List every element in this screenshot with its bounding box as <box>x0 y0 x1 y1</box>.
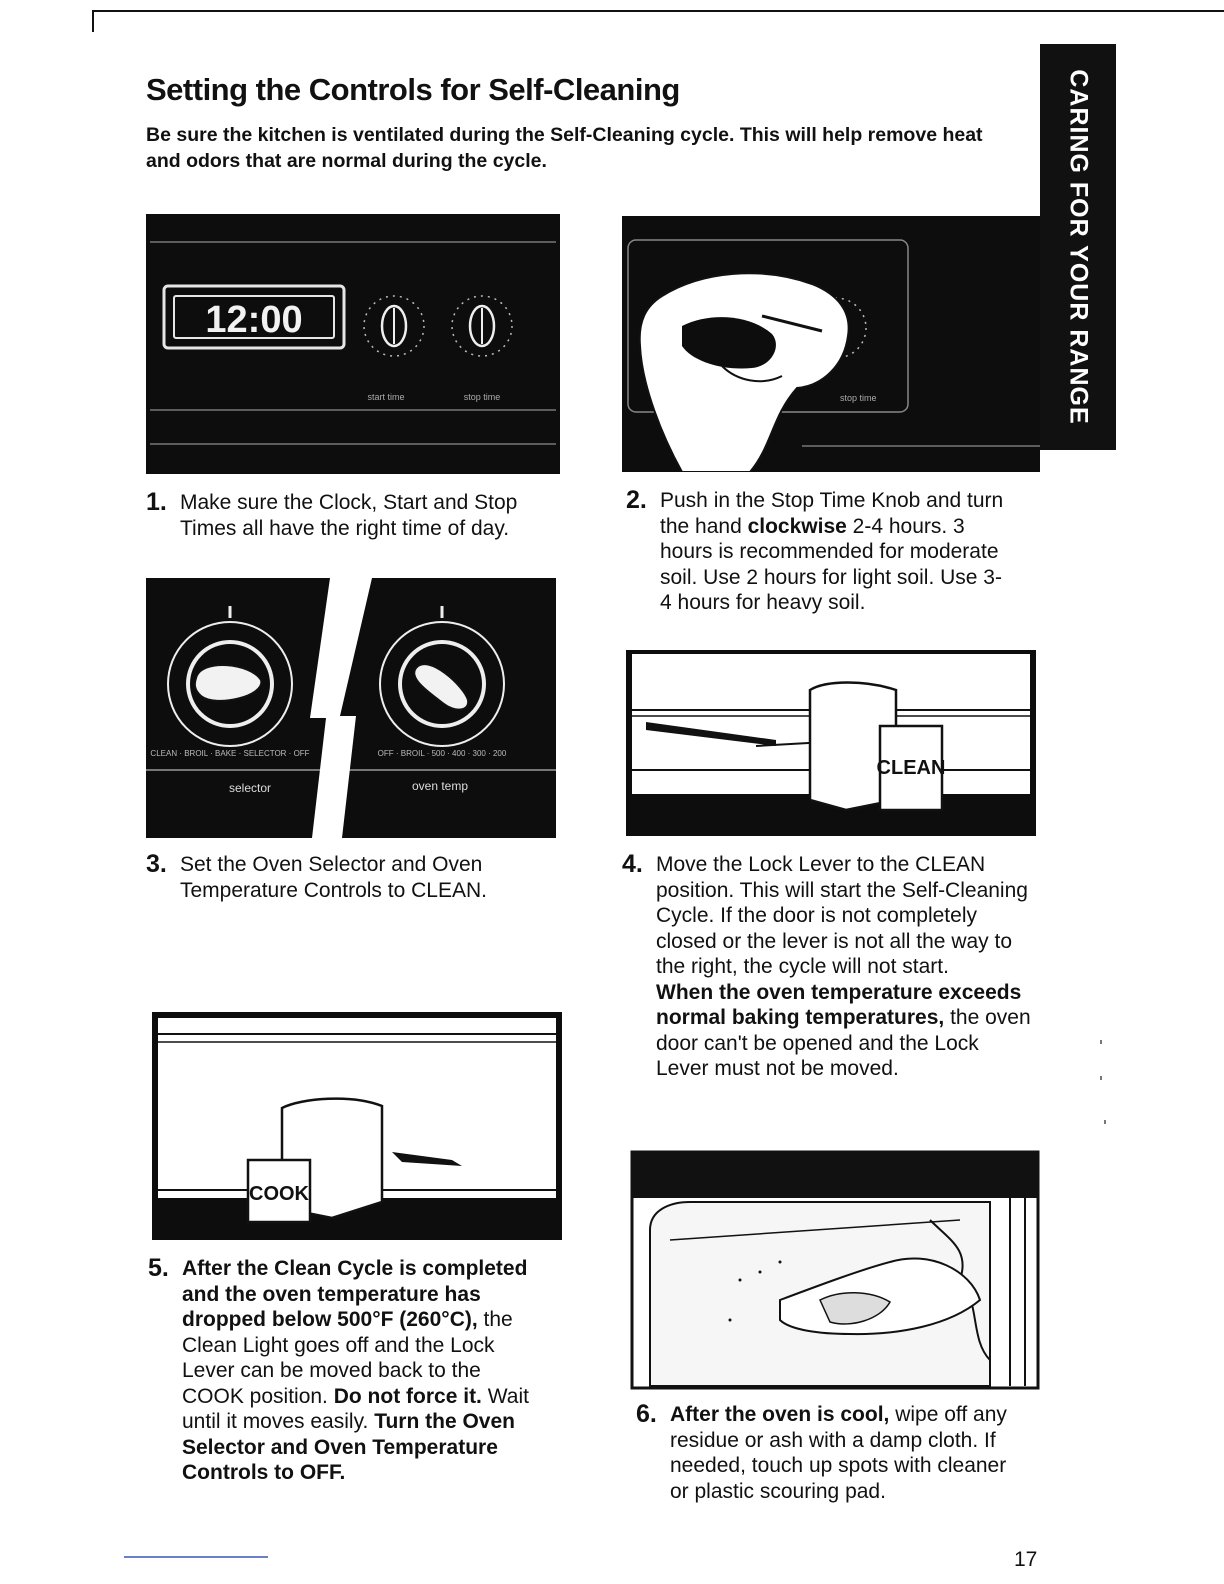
step-3 <box>146 852 546 903</box>
bottom-rule <box>124 1556 268 1558</box>
page-title: Setting the Controls for Self-Cleaning <box>146 72 680 107</box>
step-5-text: After the Clean Cycle is completed and the oven temperature has dropped below 500°F (260°C), the Clean Light goes off and the Lock Lever can be moved back to the COOK position. Do not force it. Wait until it moves easily. Turn the Oven Selector and Oven Temperature Controls to OFF. <box>182 1257 529 1484</box>
clean-lever-label: CLEAN <box>876 757 946 779</box>
lock-lever-cook-figure <box>152 1012 562 1240</box>
stop-time-knob <box>452 296 512 356</box>
step-2-text: Push in the Stop Time Knob and turn the hand clockwise 2-4 hours. 3 hours is recommended for moderate soil. Use 2 hours for light soil. Use 3-4 hours for heavy soil. <box>660 489 1004 614</box>
step-1-text: Make sure the Clock, Start and Stop Times all have the right time of day. <box>180 491 518 540</box>
oven-temp-dial <box>378 622 507 758</box>
scan-speck <box>1100 1040 1102 1044</box>
step-2-number: 2. <box>626 486 647 514</box>
step-2 <box>626 488 1006 616</box>
scan-speck <box>1100 1076 1102 1080</box>
top-corner-mark <box>92 10 94 32</box>
step-4 <box>622 852 1034 1082</box>
step-6-text: After the oven is cool, wipe off any residue or ash with a damp cloth. If needed, touch up spots with cleaner or plastic scouring pad. <box>670 1403 1007 1503</box>
step-4-number: 4. <box>622 850 643 878</box>
section-side-tab <box>1040 44 1116 450</box>
step-3-text: Set the Oven Selector and Oven Temperature Controls to CLEAN. <box>180 853 487 902</box>
intro-warning: Be sure the kitchen is ventilated during the Self-Cleaning cycle. This will help remove heat and odors that are normal during the cycle. <box>146 124 983 172</box>
stop-time-label-2: stop time <box>840 393 877 403</box>
top-rule <box>92 10 1224 12</box>
selector-label: selector <box>228 781 272 795</box>
oven-temp-label: oven temp <box>411 779 469 793</box>
step-5 <box>148 1256 548 1486</box>
step-6-number: 6. <box>636 1400 657 1428</box>
oven-wiping-figure <box>630 1150 1040 1390</box>
oven-selector-dial <box>150 622 309 758</box>
start-time-knob <box>364 296 424 356</box>
lightning-separator <box>310 578 372 838</box>
step-4-text: Move the Lock Lever to the CLEAN position. This will start the Self-Cleaning Cycle. If the door is not completely closed or the lever is not all the way to the right, the cycle will not start. When the oven temperature exceeds normal baking temperatures, the oven door can't be opened and the Lock Lever must not be moved. <box>656 853 1031 1080</box>
step-3-number: 3. <box>146 850 167 878</box>
step-6 <box>636 1402 1030 1504</box>
step-1 <box>146 490 546 541</box>
lock-lever-clean-figure <box>626 650 1036 836</box>
temp-dial-text: OFF · BROIL · 500 · 400 · 300 · 200 <box>377 749 507 758</box>
scan-speck <box>1104 1120 1106 1124</box>
stop-knob-figure <box>622 216 1040 472</box>
step-5-number: 5. <box>148 1254 169 1282</box>
selector-dial-text: CLEAN · BROIL · BAKE · SELECTOR · OFF <box>150 749 310 758</box>
stop-time-label: stop time <box>463 392 501 402</box>
step-1-number: 1. <box>146 488 167 516</box>
start-time-label: start time <box>367 392 405 402</box>
side-tab-label: CARING FOR YOUR RANGE <box>1064 69 1093 425</box>
dials-figure <box>146 578 556 838</box>
clock-panel-figure <box>146 214 560 474</box>
page-number: 17 <box>1014 1548 1038 1571</box>
clock-display: 12:00 <box>205 299 303 341</box>
cook-lever-label: COOK <box>249 1183 309 1205</box>
